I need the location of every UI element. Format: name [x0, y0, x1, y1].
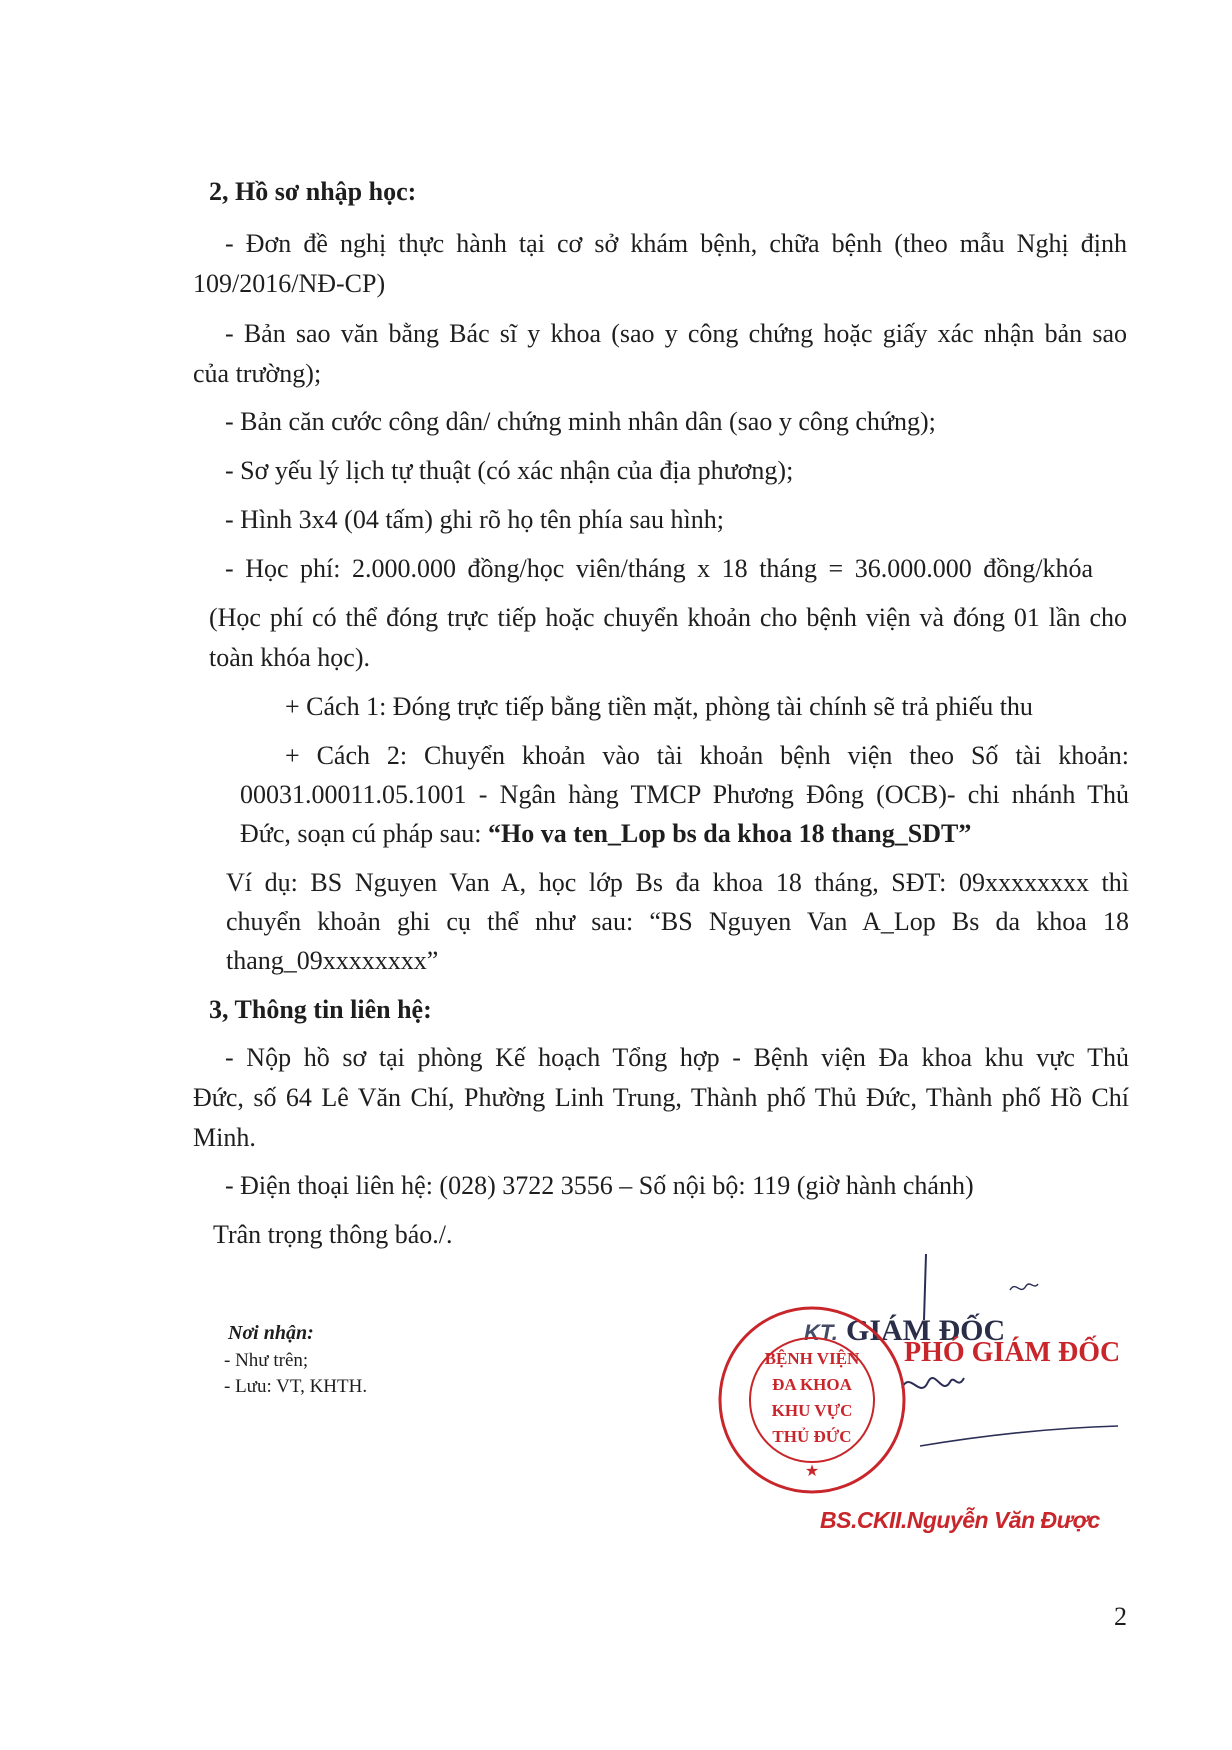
deputy-director-title: PHÓ GIÁM ĐỐC [904, 1337, 1121, 1368]
list-item: - Bản căn cước công dân/ chứng minh nhân dân (sao y công chứng); [225, 407, 936, 436]
payment-method-1: + Cách 1: Đóng trực tiếp bằng tiền mặt, phòng tài chính sẽ trả phiếu thu [285, 692, 1033, 721]
list-item: - Đơn đề nghị thực hành tại cơ sở khám bệnh, chữa bệnh (theo mẫu Nghị định [225, 229, 1127, 258]
svg-text:BỆNH VIỆN: BỆNH VIỆN [764, 1349, 860, 1368]
recipients-title: Nơi nhận: [228, 1322, 314, 1344]
list-item: 109/2016/NĐ-CP) [193, 269, 386, 298]
fee-note: (Học phí có thể đóng trực tiếp hoặc chuyển khoản cho bệnh viện và đóng 01 lần cho [209, 603, 1127, 632]
signer-name: BS.CKII.Nguyễn Văn Được [820, 1507, 1100, 1533]
payment-method-2: 00031.00011.05.1001 - Ngân hàng TMCP Phương Đông (OCB)- chi nhánh Thủ [240, 780, 1129, 809]
syntax-bold: “Ho va ten_Lop bs da khoa 18 thang_SDT” [488, 819, 972, 848]
contact-address: Minh. [193, 1123, 256, 1152]
hospital-seal-icon [712, 1300, 912, 1500]
director-title: GIÁM ĐỐC [846, 1314, 1006, 1347]
list-item: - Hình 3x4 (04 tấm) ghi rõ họ tên phía sau hình; [225, 505, 724, 534]
payment-method-2: + Cách 2: Chuyển khoản vào tài khoản bệnh viện theo Số tài khoản: [285, 741, 1129, 770]
example: Ví dụ: BS Nguyen Van A, học lớp Bs đa khoa 18 tháng, SĐT: 09xxxxxxxx thì [226, 868, 1129, 897]
list-item: của trường); [193, 359, 322, 388]
list-item: - Sơ yếu lý lịch tự thuật (có xác nhận của địa phương); [225, 456, 794, 485]
svg-text:★: ★ [804, 1463, 820, 1480]
svg-text:KHU VỰC: KHU VỰC [771, 1401, 853, 1420]
section-2-heading: 2, Hồ sơ nhập học: [209, 177, 417, 206]
list-item: - Bản sao văn bằng Bác sĩ y khoa (sao y công chứng hoặc giấy xác nhận bản sao [225, 319, 1127, 348]
contact-phone: - Điện thoại liên hệ: (028) 3722 3556 – Số nội bộ: 119 (giờ hành chánh) [225, 1171, 974, 1200]
payment-method-2 [240, 818, 971, 850]
svg-text:ĐA KHOA: ĐA KHOA [772, 1375, 852, 1394]
syntax-prefix: Đức, soạn cú pháp sau: [240, 819, 489, 848]
contact-address: Đức, số 64 Lê Văn Chí, Phường Linh Trung, Thành phố Thủ Đức, Thành phố Hồ Chí [193, 1083, 1129, 1112]
closing-text: Trân trọng thông báo./. [213, 1220, 453, 1249]
recipient-item: - Lưu: VT, KHTH. [224, 1376, 368, 1397]
recipient-item: - Như trên; [224, 1350, 309, 1371]
kt-label: KT. [804, 1320, 838, 1345]
handwritten-signature [880, 1250, 1130, 1470]
example: thang_09xxxxxxxx” [226, 946, 439, 975]
list-item: - Học phí: 2.000.000 đồng/học viên/tháng x 18 tháng = 36.000.000 đồng/khóa [225, 554, 1093, 583]
contact-address: - Nộp hồ sơ tại phòng Kế hoạch Tổng hợp - Bệnh viện Đa khoa khu vực Thủ [225, 1043, 1129, 1072]
svg-text:THỦ ĐỨC: THỦ ĐỨC [772, 1427, 852, 1446]
section-3-heading: 3, Thông tin liên hệ: [209, 995, 432, 1024]
fee-note: toàn khóa học). [209, 643, 371, 672]
page-number: 2 [1114, 1602, 1127, 1631]
example: chuyển khoản ghi cụ thể như sau: “BS Nguyen Van A_Lop Bs da khoa 18 [226, 907, 1129, 936]
